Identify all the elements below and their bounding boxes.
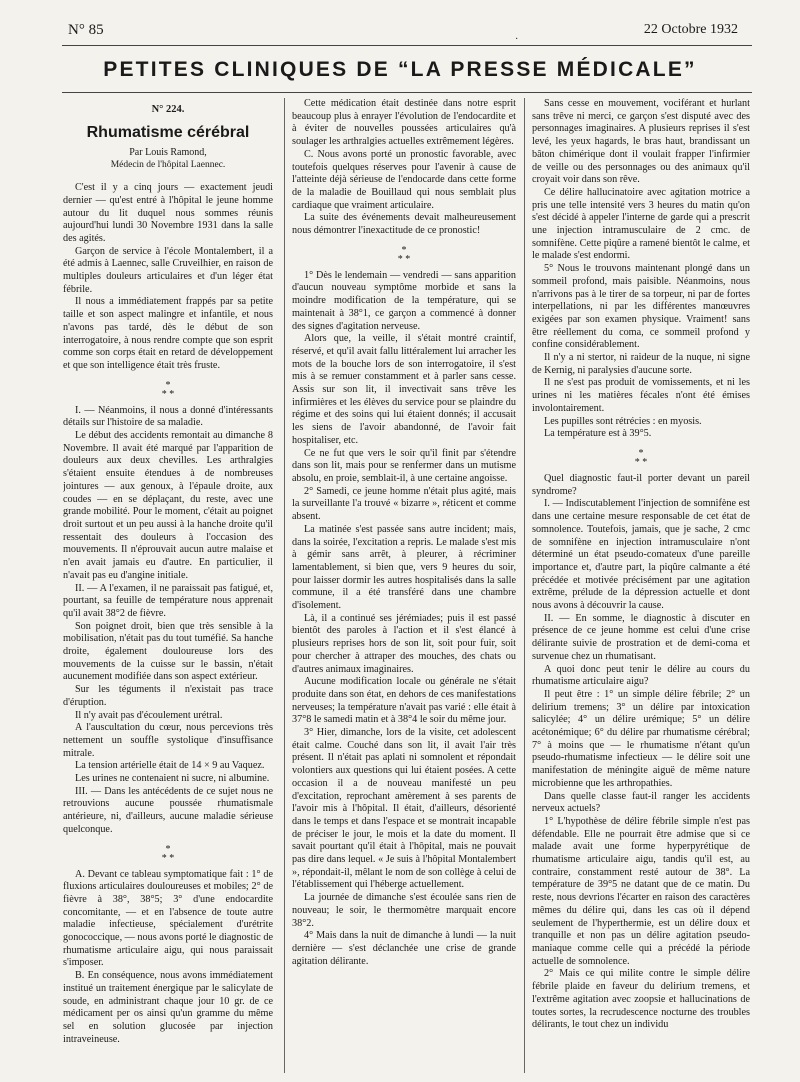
column-3-body	[532, 98, 750, 1032]
paragraph: 5° Nous le trouvons maintenant plongé dans un sommeil profond, mais paisible. Néanmoins, nous n'arrivons pas à le tirer de sa torpeur, ni par de fortes interpellations, ni par les différentes manœuvres exigées par son examen physique. Vraiment! sans être réellement du coma, ce sommeil profond y confine considérablement.	[532, 263, 750, 351]
article-number: N° 224.	[151, 104, 185, 115]
issue-number: N° 85	[68, 22, 104, 38]
paragraph: Aucune modification locale ou générale ne s'était produite dans son état, en dehors de ces manifestations nerveuses; la température n'avait pas varié : elle était à 37°8 le samedi matin et à 38°4 le soir du même jour.	[292, 676, 516, 726]
masthead-rule	[62, 92, 752, 93]
paragraph: La matinée s'est passée sans autre incident; mais, dans la soirée, l'excitation a repris. Le malade s'est mis à gémir sans arrêt, à pleurer, à récriminer lamentablement, si bien que, vers 9 heures du soir, pour laisser dormir les autres hospitalisés dans la salle commune, il a été transféré dans une chambre d'isolement.	[292, 523, 516, 612]
paragraph: 3° Hier, dimanche, lors de la visite, cet adolescent était calme. Couché dans son lit, il avait l'air très présent. Il n'était pas aplati ni somnolent et répondait volontiers aux questions qui lui étaient posées. A cette occasion il a de nouveau manifesté un peu d'excitation, reprochant amèrement à ses parents de l'avoir mis à l'hôpital. Il était, d'ailleurs, désorienté dans le temps et dans l'espace et se montrait incapable de préciser le jour, le mois et la date du moment. Il savait pourtant qu'il était à l'hôpital, mais ne pouvait pas dire dans lequel. « Je suis à l'hôpital Montalembert », répondait-il, mêlant le nom de son collège à celui de l'établissement qui l'héberge actuellement.	[292, 727, 516, 891]
paragraph: Son poignet droit, bien que très sensible à la mobilisation, n'était pas du tout tuméfié. Sa hanche droite, également douloureuse lors des mouvements de la cuisse sur le bassin, n'était aucunement modifiée dans son aspect extérieur.	[63, 620, 273, 683]
section-separator: * * *	[634, 447, 648, 468]
paragraph: 1° Dès le lendemain — vendredi — sans apparition d'aucun nouveau symptôme morbide et sans la moindre modification de la température, qui se maintenait à 38°1, ce garçon a commencé à donner des signes d'agitation nerveuse.	[292, 269, 516, 332]
paragraph: A. Devant ce tableau symptomatique fait : 1° de fluxions articulaires douloureuses et mobiles; 2° de fièvre à 38°, 38°5; 3° d'une endocardite concomitante, — et en l'absence de toute autre maladie infectieuse, spécialement d'urétrite gonococcique, — nous avons porté le diagnostic de rhumatisme articulaire aigu, qui nous paraissait s'imposer.	[63, 868, 273, 969]
paragraph: 4° Mais dans la nuit de dimanche à lundi — la nuit dernière — s'est déclanchée une crise de grande agitation délirante.	[292, 930, 516, 967]
paragraph: Le début des accidents remontait au dimanche 8 Novembre. Il avait été marqué par l'apparition de douleurs aux deux chevilles. Les arthralgies s'étaient ensuite étendues à de nombreuses jointures — aux genoux, à l'épaule droite, aux coudes — en se déplaçant, du reste, avec une grande mobilité. Pour le moment, c'était au poignet droit surtout et un peu aussi à la hanche droite qu'il ressentait des douleurs à l'occasion des mouvements. Il n'éprouvait aucun autre malaise et n'en avait jamais eu d'autre. En particulier, il n'avait pas eu d'angine initiale.	[63, 430, 273, 581]
paragraph: Ce ne fut que vers le soir qu'il finit par s'étendre dans son lit, mais pour se renfermer dans un mutisme absolu, en proie, semblait-il, à une certaine angoisse.	[292, 447, 516, 484]
article-title: Rhumatisme cérébral	[86, 123, 250, 141]
section-separator: * * *	[397, 244, 411, 265]
paragraph: B. En conséquence, nous avons immédiatement institué un traitement énergique par le salicylate de soude, en administrant chaque jour 10 gr. de ce médicament per os ainsi qu'un gramme du même sel en solution glucosée par injection intraveineuse.	[63, 970, 273, 1045]
paragraph: Alors que, la veille, il s'était montré craintif, réservé, et qu'il avait fallu littéralement lui arracher les mots de la bouche lors de son interrogatoire, il s'est mis à se remuer constamment et à parler sans cesse. Assis sur son lit, il invectivait sans trêve les infirmières et les élèves du service pour se plaindre du régime et des soins qui lui étaient donnés; il accusait les siens de l'avoir abandonné, de l'avoir fait hospitaliser, etc.	[292, 333, 516, 446]
paragraph: Là, il a continué ses jérémiades; puis il est passé bientôt des paroles à l'action et il s'est élancé à plusieurs reprises hors de son lit, soit pour fuir, soit pour chercher à attraper des mouches, des chats ou d'autres animaux imaginaires.	[292, 612, 516, 675]
paragraph: 2° Mais ce qui milite contre le simple délire fébrile plaide en faveur du delirium tremens, et l'extrême agitation avec zoopsie et hallucinations de toutes sortes, la recrudescence nocturne des troubles délirants, le tout chez un individu	[532, 968, 750, 1031]
paragraph: Garçon de service à l'école Montalembert, il a été admis à Laennec, salle Cruveilhier, en raison de multiples douleurs articulaires et d'un léger état fébrile.	[63, 245, 273, 295]
article-affiliation: Médecin de l'hôpital Laennec.	[110, 160, 226, 171]
paragraph: Quel diagnostic faut-il porter devant un pareil syndrome?	[532, 472, 750, 497]
paragraph: Les pupilles sont rétrécies : en myosis.	[544, 415, 702, 427]
column-divider-2	[524, 98, 525, 1073]
paragraph: La tension artérielle était de 14 × 9 au Vaquez.	[75, 760, 265, 772]
column-2-body	[292, 98, 516, 968]
section-separator: * * *	[161, 843, 175, 864]
paragraph: La journée de dimanche s'est écoulée sans rien de nouveau; le soir, le thermomètre marquait encore 38°2.	[292, 892, 516, 929]
header-rule	[62, 45, 752, 46]
column-1	[63, 98, 273, 1073]
issue-date: 22 Octobre 1932	[643, 22, 738, 37]
paragraph: C. Nous avons porté un pronostic favorable, avec toutefois quelques réserves pour l'avenir à cause de l'atteinte déjà sérieuse de l'endocarde dans cette forme de la maladie de Bouillaud qui nous semblait plus cardiaque que vraiment articulaire.	[292, 148, 516, 211]
paragraph: Ce délire hallucinatoire avec agitation motrice a pris une telle intensité vers 3 heures du matin qu'on s'est décidé à appeler l'interne de garde qui a prescrit une injection intramusculaire de 2 cmc. de somnifène. Cette piqûre a ramené bientôt le calme, et le malade s'est endormi.	[532, 186, 750, 262]
paragraph: I. — Néanmoins, il nous a donné d'intéressants détails sur l'histoire de sa maladie.	[63, 404, 273, 429]
article-author: Par Louis Ramond,	[129, 146, 207, 158]
column-2	[292, 98, 516, 1073]
paragraph: I. — Indiscutablement l'injection de somnifène est dans une certaine mesure responsable de cet état de somnolence. Toutefois, jamais, que je sache, 2 cmc de somnifène en injection intramusculaire n'ont déterminé un état pseudo-comateux d'une pareille importance et, d'autre part, la piqûre calmante a été précédée et motivée précisément par une agitation extrême, prélude de la dépression actuelle et dont nous avons à découvrir la cause.	[532, 498, 750, 612]
section-separator: * * *	[161, 379, 175, 400]
paragraph: Dans quelle classe faut-il ranger les accidents nerveux actuels?	[532, 790, 750, 815]
paragraph: La suite des événements devait malheureusement nous démontrer l'inexactitude de ce pronostic!	[292, 212, 516, 237]
paragraph: La température est à 39°5.	[544, 428, 652, 440]
paragraph: A quoi donc peut tenir le délire au cours du rhumatisme articulaire aigu?	[532, 663, 750, 688]
column-divider-1	[284, 98, 285, 1073]
dot-mark: ·	[515, 34, 519, 45]
paragraph: III. — Dans les antécédents de ce sujet nous ne retrouvions aucune poussée rhumatismale antérieure, ni, d'ailleurs, aucune maladie sérieuse quelconque.	[63, 785, 273, 835]
paragraph: Sur les téguments il n'existait pas trace d'éruption.	[63, 684, 273, 708]
paragraph: 2° Samedi, ce jeune homme n'était plus agité, mais la surveillante l'a trouvé « bizarre », réticent et comme absent.	[292, 485, 516, 523]
paragraph: Sans cesse en mouvement, vociférant et hurlant sans trêve ni merci, ce garçon s'est disputé avec des personnages imaginaires. A plusieurs reprises il s'est levé, les yeux hagards, le bras haut, brandissant un bâton chimérique dont il voulait frapper l'infirmier de veille ou des personnages ou des animaux qu'il croyait voir dans son rêve.	[532, 98, 750, 186]
column-1-body	[63, 182, 273, 1046]
masthead: PETITES CLINIQUES DE “LA PRESSE MÉDICALE”	[103, 58, 697, 81]
paragraph: Cette médication était destinée dans notre esprit beaucoup plus à enrayer l'évolution de l'endocardite et à éviter de nouvelles poussées articulaires qu'à soulager les arthralgies actuelles extrêmement légères.	[292, 98, 516, 148]
paragraph: 1° L'hypothèse de délire fébrile simple n'est pas défendable. Elle ne pourrait être admise que si ce malade avait une forme hyperpyrétique de rhumatisme articulaire aigu, tandis qu'il est, au contraire, constamment resté autour de 38°. La température de 39°5 ne datant que de ce matin. Du reste, nous devrions l'écarter en raison des caractères mêmes du délire qui, dans les cas où il dépend seulement de l'hyperthermie, est un délire doux et tranquille et non pas un délire agitation pseudo-maniaque comme celle qui a précédé la période actuelle de somnolence.	[532, 815, 750, 967]
paragraph: II. — A l'examen, il ne paraissait pas fatigué, et, pourtant, sa feuille de température nous apprenait qu'il avait 38°2 de fièvre.	[63, 582, 273, 619]
paragraph: Il n'y avait pas d'écoulement urétral.	[75, 709, 223, 721]
paragraph: Il nous a immédiatement frappés par sa petite taille et son aspect malingre et infantile, et nous n'avons pas tardé, dès le début de son interrogatoire, à nous rendre compte que son esprit comme son corps était en retard de développement et que son intelligence était très fruste.	[63, 296, 273, 371]
column-3	[532, 98, 750, 1073]
paragraph: Il n'y a ni stertor, ni raideur de la nuque, ni signe de Kernig, ni paralysies d'aucune sorte.	[532, 352, 750, 376]
paragraph: A l'auscultation du cœur, nous percevions très nettement un souffle systolique d'insuffisance mitrale.	[63, 722, 273, 759]
paragraph: Il peut être : 1° un simple délire fébrile; 2° un delirium tremens; 3° un délire par intoxication salicylée; 4° un délire urémique; 5° un délire acétonémique; 6° du délire par rhumatisme cérébral; 7° à moins que — le rhumatisme n'étant qu'un pseudo-rhumatisme infectieux — le délire soit une manifestation de méningite aiguë de même nature microbienne que les arthropathies.	[532, 688, 750, 789]
paragraph: C'est il y a cinq jours — exactement jeudi dernier — qu'est entré à l'hôpital le jeune homme autour du lit duquel nous sommes réunis aujourd'hui lundi 30 Novembre 1931 dans la salle des agités.	[63, 182, 273, 244]
paragraph: Les urines ne contenaient ni sucre, ni albumine.	[75, 773, 270, 785]
paragraph: II. — En somme, le diagnostic à discuter en présence de ce jeune homme est celui d'une crise délirante suivie de prostration et de demi-coma et survenue chez un rhumatisant.	[532, 612, 750, 662]
paragraph: Il ne s'est pas produit de vomissements, et ni les urines ni les matières fécales n'ont été émises involontairement.	[532, 377, 750, 414]
